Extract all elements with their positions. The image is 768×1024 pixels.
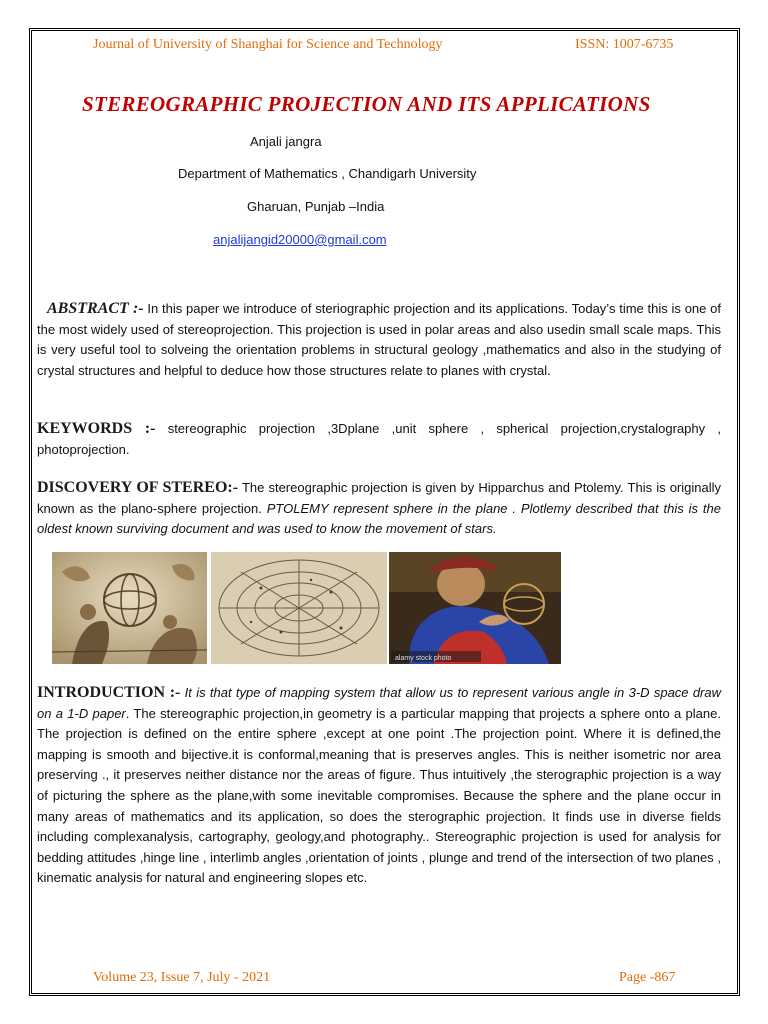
volume-info: Volume 23, Issue 7, July - 2021 bbox=[93, 970, 271, 985]
paper-title: STEREOGRAPHIC PROJECTION AND ITS APPLICATIONS bbox=[82, 92, 651, 116]
journal-name: Journal of University of Shanghai for Science and Technology bbox=[93, 37, 443, 52]
introduction-label: INTRODUCTION :- bbox=[37, 684, 181, 701]
abstract-paragraph bbox=[37, 299, 721, 381]
author-location: Gharuan, Punjab –India bbox=[247, 199, 385, 214]
introduction-paragraph bbox=[37, 683, 721, 889]
star-chart-image bbox=[211, 552, 387, 664]
introduction-italic-text: It is that type of mapping system that allow us to represent various angle in 3-D space draw on a 1-D paper bbox=[37, 685, 722, 721]
author-department: Department of Mathematics , Chandigarh University bbox=[178, 166, 477, 181]
issn: ISSN: 1007-6735 bbox=[575, 37, 674, 52]
page-number: Page -867 bbox=[619, 970, 676, 985]
discovery-italic-text: PTOLEMY represent sphere in the plane . Plotlemy described that this is the oldest known surviving document and was used to know the movement of stars. bbox=[37, 500, 721, 537]
engraving-image bbox=[52, 552, 207, 664]
watermark-text: alamy stock photo bbox=[395, 655, 452, 662]
painting-image bbox=[389, 552, 561, 664]
discovery-label: DISCOVERY OF STEREO:- bbox=[37, 479, 239, 496]
introduction-text: . The stereographic projection,in geometry is a particular mapping that projects a sphere onto a plane. The projection is defined on the entire sphere ,except at one point .The projection point. Where it is defined,the mapping is smooth and bijective.it is conformal,meaning that is preserves angles. This is neither isometric nor area preserving ., it preserves neither distance nor the areas of figure. Thus intuitively ,the sterographic projection is a way of picturing the sphere as the plane,with some inevitable compromises. Because the sphere and the plane occur in many areas of mathematics and its application, so does the sterographic projection. It finds use in diverse fields including complexanalysis, cartography, geology,and photography.. Stereographic projection is used for analysis for bedding attitudes ,hinge line , interlimb angles ,orientation of joints , plunge and trend of the intersection of two planes , kinematic analysis for natural and engineering slopes etc. bbox=[37, 705, 721, 886]
author-name: Anjali jangra bbox=[250, 134, 322, 149]
keywords-label: KEYWORDS :- bbox=[37, 420, 156, 437]
keywords-text: stereographic projection ,3Dplane ,unit sphere , spherical projection,crystalography , photoprojection. bbox=[37, 421, 721, 457]
abstract-label: ABSTRACT :- bbox=[47, 300, 144, 317]
discovery-paragraph bbox=[37, 478, 721, 540]
discovery-text: The stereographic projection is given by Hipparchus and Ptolemy. This is originally known as the plano-sphere projection. bbox=[37, 480, 721, 516]
author-email-link[interactable]: anjalijangid20000@gmail.com bbox=[213, 232, 387, 247]
abstract-text: In this paper we introduce of steriographic projection and its applications. Today’s time this is one of the most widely used of stereoprojection. This projection is used in polar areas and also usedin small scale maps. This is very useful tool to solveing the orientation problems in structural geology ,mathematics and also in the studying of crystal structures and helpful to deduce how those structures relate to planes with crystal. bbox=[37, 301, 721, 378]
keywords-paragraph bbox=[37, 419, 721, 460]
